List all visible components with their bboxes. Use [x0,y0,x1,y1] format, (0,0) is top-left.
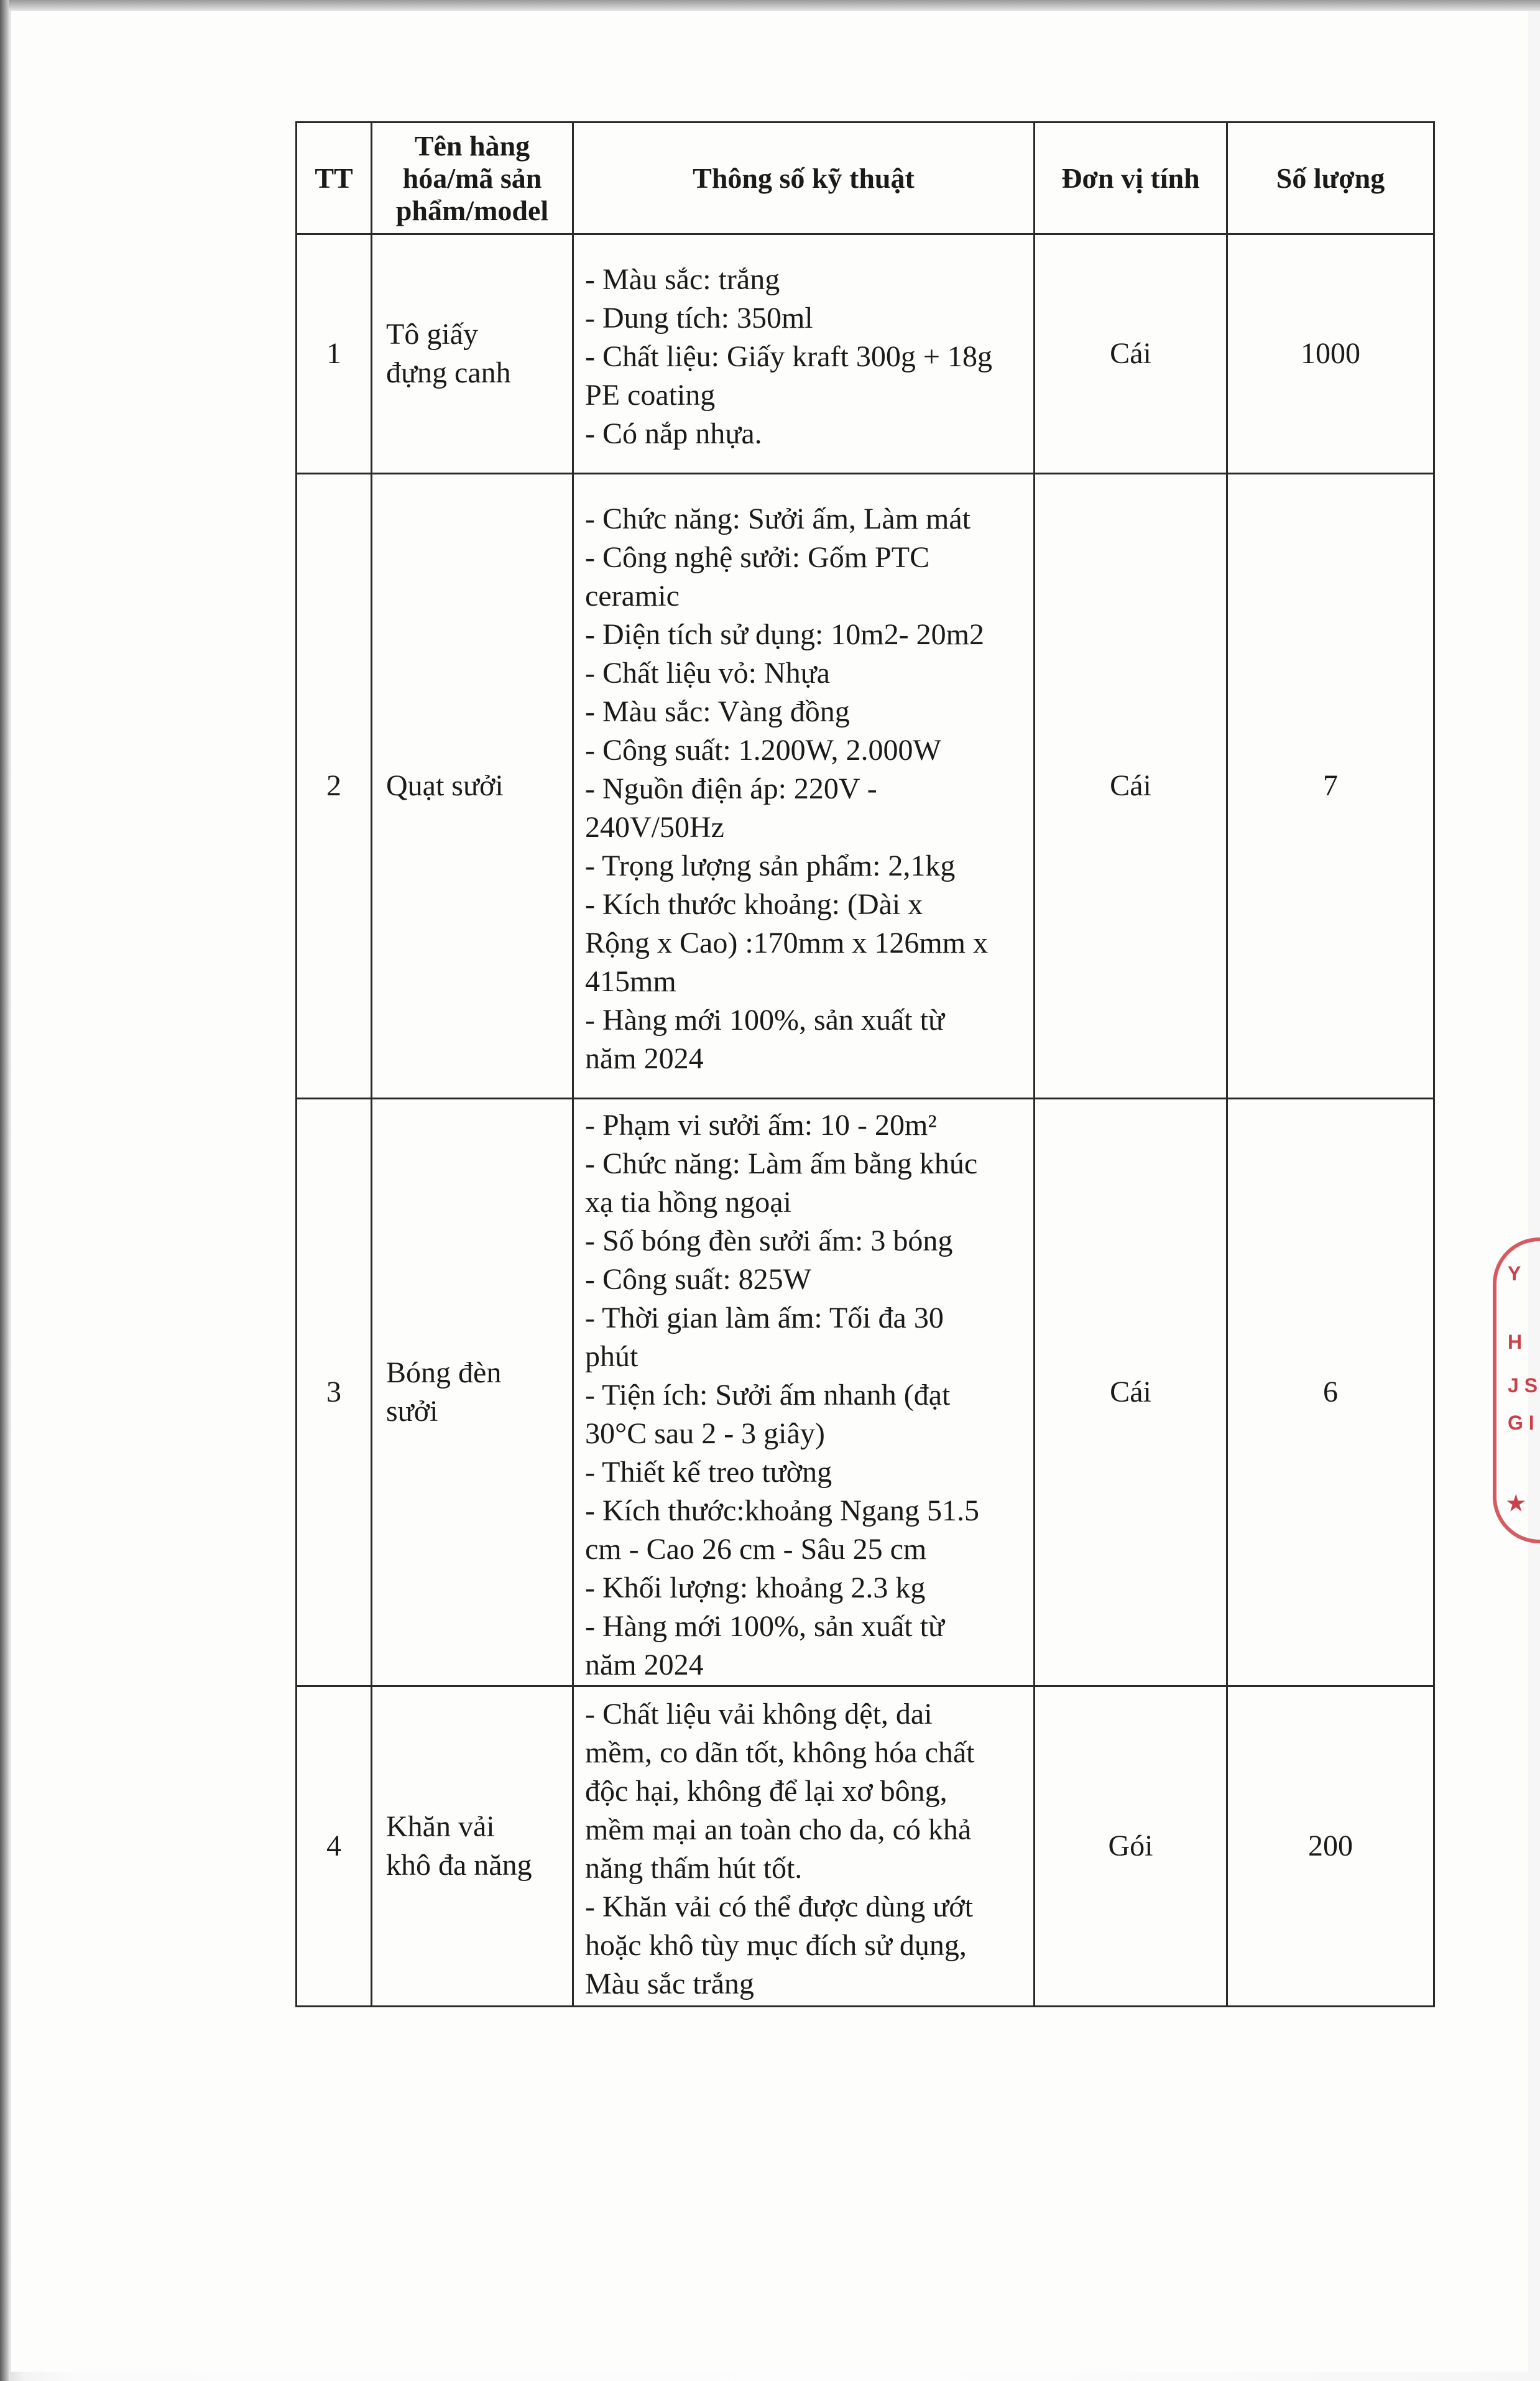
scan-top-edge [0,0,1540,11]
row-spec [573,234,1035,474]
spec-line: - Công suất: 825W [585,1263,811,1296]
scan-left-edge [0,0,9,2381]
spec-line: - Chất liệu vải không dệt, dai [585,1698,933,1731]
row-product-name [372,234,573,474]
row-spec [573,1686,1035,2007]
seal-text: G I [1508,1412,1534,1434]
header-name-line: hóa/mã sản [402,162,542,194]
spec-line: mềm, co dãn tốt, không hóa chất [585,1736,975,1769]
name-line: Quạt sưởi [386,769,504,802]
spec-line: - Công nghệ sưởi: Gốm PTC [585,541,930,574]
name-line: Tô giấy [386,318,478,351]
spec-line: - Thiết kế treo tường [585,1456,832,1489]
spec-line: Rộng x Cao) :170mm x 126mm x [585,927,988,959]
row-product-name [372,1686,573,2007]
row-tt: 1 [297,234,372,474]
header-row [297,123,1434,234]
spec-line: Màu sắc trắng [585,1967,754,2000]
row-spec [573,474,1035,1099]
spec-line: ceramic [585,580,680,613]
row-tt: 2 [297,474,372,1099]
spec-line: - Thời gian làm ấm: Tối đa 30 [585,1301,944,1334]
spec-line: phút [585,1340,639,1373]
spec-line: 240V/50Hz [585,811,724,844]
spec-line: xạ tia hồng ngoại [585,1186,791,1219]
spec-line: - Dung tích: 350ml [585,302,813,335]
header-name-line: phẩm/model [395,194,549,226]
spec-line: - Công suất: 1.200W, 2.000W [585,734,941,767]
product-spec-table [295,121,1435,2007]
header-product-name [372,123,573,234]
spec-line: - Diện tích sử dụng: 10m2- 20m2 [585,618,984,651]
spec-line: 30°C sau 2 - 3 giây) [585,1417,825,1450]
row-tt: 3 [297,1099,372,1686]
spec-line: 415mm [585,965,676,998]
header-quantity: Số lượng [1227,123,1434,234]
spec-line: - Chất liệu: Giấy kraft 300g + 18g [585,340,992,373]
row-tt: 4 [297,1686,372,2007]
row-unit: Gói [1035,1686,1227,2007]
spec-line: năng thấm hút tốt. [585,1852,803,1885]
row-product-name [372,474,573,1099]
header-name-line: Tên hàng [414,129,530,162]
row-quantity: 6 [1227,1099,1434,1686]
spec-line: - Phạm vi sưởi ấm: 10 - 20m² [585,1109,937,1142]
row-spec [573,1099,1035,1686]
spec-line: - Hàng mới 100%, sản xuất từ [585,1004,944,1037]
spec-line: - Có nắp nhựa. [585,417,762,450]
row-unit: Cái [1035,1099,1227,1686]
table-row [297,474,1434,1099]
spec-line: hoặc khô tùy mục đích sử dụng, [585,1929,967,1962]
name-line: khô đa năng [386,1849,532,1882]
spec-line: - Chức năng: Sưởi ấm, Làm mát [585,502,971,535]
spec-line: - Chất liệu vỏ: Nhựa [585,657,830,690]
spec-line: năm 2024 [585,1648,704,1681]
header-tt: TT [297,123,372,234]
spec-line: năm 2024 [585,1042,704,1075]
spec-line: - Nguồn điện áp: 220V - [585,772,877,805]
row-unit: Cái [1035,234,1227,474]
name-line: đựng canh [386,356,511,389]
spec-line: - Tiện ích: Sưởi ấm nhanh (đạt [585,1379,951,1412]
spec-line: - Màu sắc: trắng [585,263,780,296]
seal-text: J S [1508,1374,1538,1397]
spec-line: - Khăn vải có thể được dùng ướt [585,1890,973,1923]
seal-star-icon: ★ [1506,1492,1526,1515]
spec-line: - Số bóng đèn sưởi ấm: 3 bóng [585,1224,953,1257]
row-quantity: 200 [1227,1686,1434,2007]
table-row [297,234,1434,474]
spec-line: - Chức năng: Làm ấm bằng khúc [585,1147,978,1180]
company-seal-fragment [1489,1237,1540,1536]
row-quantity: 7 [1227,474,1434,1099]
row-product-name [372,1099,573,1686]
row-quantity: 1000 [1227,234,1434,474]
table-row [297,1686,1434,2007]
name-line: sưởi [386,1395,438,1428]
spec-line: PE coating [585,379,716,412]
row-unit: Cái [1035,474,1227,1099]
spec-line: - Kích thước khoảng: (Dài x [585,888,923,921]
spec-line: - Kích thước:khoảng Ngang 51.5 [585,1494,979,1527]
name-line: Bóng đèn [386,1356,502,1389]
spec-line: - Màu sắc: Vàng đồng [585,695,850,728]
spec-line: - Trọng lượng sản phẩm: 2,1kg [585,849,956,882]
spec-line: mềm mại an toàn cho da, có khả [585,1813,972,1846]
seal-text: Y [1508,1262,1521,1285]
table-row [297,1099,1434,1686]
spec-line: cm - Cao 26 cm - Sâu 25 cm [585,1533,927,1566]
seal-text: H [1508,1331,1523,1353]
spec-line: - Khối lượng: khoảng 2.3 kg [585,1571,926,1604]
spec-line: độc hại, không để lại xơ bông, [585,1775,948,1808]
spec-line: - Hàng mới 100%, sản xuất từ [585,1610,944,1643]
header-spec: Thông số kỹ thuật [573,123,1035,234]
name-line: Khăn vải [386,1810,495,1843]
header-unit: Đơn vị tính [1035,123,1227,234]
